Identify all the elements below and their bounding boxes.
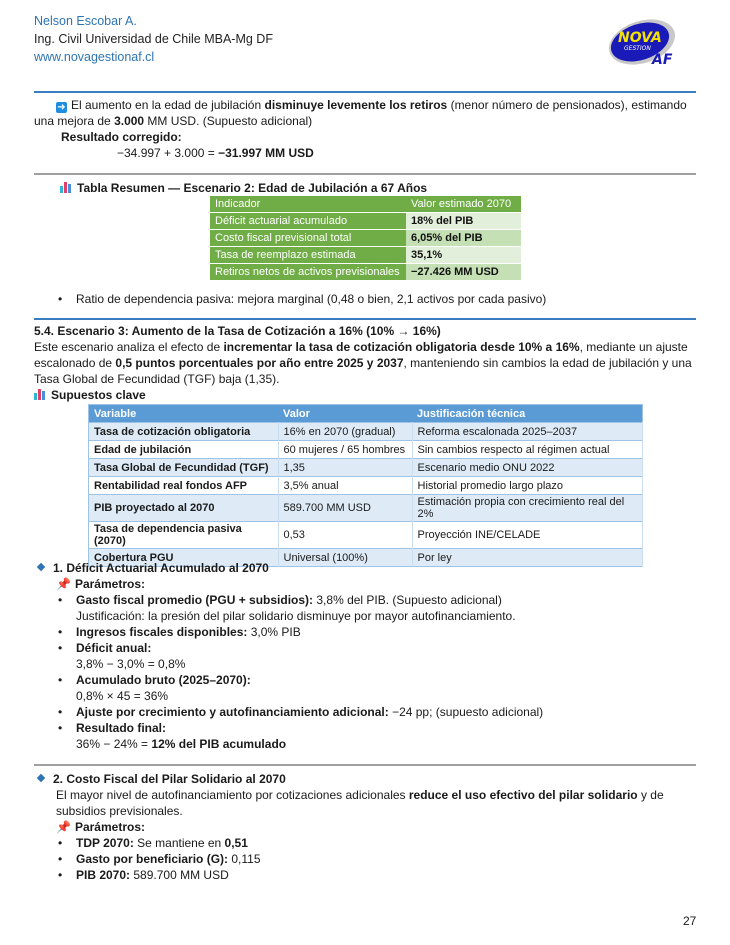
assumptions-title: Supuestos clave (51, 388, 146, 402)
list-item: • Ajuste por crecimiento y autofinanciamiento adicional: −24 pp; (supuesto adicional) (34, 704, 699, 720)
logo-text-gestion: GESTION (624, 45, 651, 52)
table-row: Tasa de dependencia pasiva (2070) 0,53 Proyección INE/CELADE (89, 522, 643, 549)
list-item: • Ingresos fiscales disponibles: 3,0% PIB (34, 624, 699, 640)
table-row: Tasa de cotización obligatoria 16% en 2070 (gradual) Reforma escalonada 2025–2037 (89, 423, 643, 441)
dependency-ratio-bullet: • Ratio de dependencia pasiva: mejora marginal (0,48 o bien, 2,1 activos por cada pasivo) (34, 291, 730, 307)
page-number: 27 (683, 914, 697, 928)
website-link[interactable]: www.novagestionaf.cl (34, 50, 155, 64)
list-item: • TDP 2070: Se mantiene en 0,51 (34, 835, 699, 851)
result-label: Resultado corregido: (61, 130, 182, 144)
list-item: • Gasto por beneficiario (G): 0,115 (34, 851, 699, 867)
logo-text-nova: NOVA (618, 30, 662, 46)
pushpin-icon: 📌 (56, 577, 71, 591)
right-arrow-icon: ➜ (57, 102, 66, 113)
author-title: Ing. Civil Universidad de Chile MBA-Mg DF (34, 32, 273, 46)
summary-title: Tabla Resumen — Escenario 2: Edad de Jubilación a 67 Años (34, 180, 725, 196)
bar-chart-icon (34, 389, 46, 400)
list-item: • Gasto fiscal promedio (PGU + subsidios): 3,8% del PIB. (Supuesto adicional) (34, 592, 699, 608)
pushpin-icon: 📌 (56, 820, 71, 834)
table-row: Rentabilidad real fondos AFP 3,5% anual Historial promedio largo plazo (89, 477, 643, 495)
diamond-bullet-icon (37, 774, 45, 782)
deficit-block: 1. Déficit Actuarial Acumulado al 2070 📌 Parámetros: • Gasto fiscal promedio (PGU + subsidios): 3,8% del PIB. (Supuesto adicional) Justificación: la presión del pilar solidario disminuye por mayor autofinanciamiento. • Ingresos fiscales disponibles: 3,0% PIB • Déficit anual: 3,8% − 3,0% = 0,8% • Acumulado bruto (2025–2070): 0,8% × 45 = 36% • Ajuste por crecimiento y autofinanciamiento adicional: −24 pp; (supuesto adicional) • Resultado final: 36% − 24% = 12% del PIB acumulado (34, 560, 699, 752)
table-row: Tasa de reemplazo estimada 35,1% (210, 247, 521, 264)
summary-table (210, 196, 521, 280)
table-row: Déficit actuarial acumulado 18% del PIB (210, 213, 521, 230)
fiscal-cost-title: 2. Costo Fiscal del Pilar Solidario al 2070 (53, 772, 286, 786)
table-row: PIB proyectado al 2070 589.700 MM USD Estimación propia con crecimiento real del 2% (89, 495, 643, 522)
section-5-4: 5.4. Escenario 3: Aumento de la Tasa de Cotización a 16% (10% → 16%) Este escenario analiza el efecto de incrementar la tasa de cotización obligatoria desde 10% a 16%, mediante un ajuste escalonado de 0,5 puntos porcentuales por año entre 2025 y 2037, manteniendo sin cambios la edad de jubilación y una Tasa Global de Fecundidad (TGF) baja (1,35). Supuestos clave (34, 324, 692, 402)
divider (34, 91, 696, 93)
list-item: • PIB 2070: 589.700 MM USD (34, 867, 699, 883)
list-item: • Déficit anual: (34, 640, 699, 656)
divider (34, 318, 696, 320)
result-value: −31.997 MM USD (218, 146, 314, 160)
fiscal-cost-block: 2. Costo Fiscal del Pilar Solidario al 2070 El mayor nivel de autofinanciamiento por cotizaciones adicionales reduce el uso efectivo del pilar solidario y de subsidios previsionales. 📌 Parámetros: • TDP 2070: Se mantiene en 0,51 • Gasto por beneficiario (G): 0,115 • PIB 2070: 589.700 MM USD (34, 771, 699, 883)
section-heading: 5.4. Escenario 3: Aumento de la Tasa de Cotización a 16% (10% → 16%) (34, 324, 441, 338)
divider (34, 764, 696, 766)
deficit-title: 1. Déficit Actuarial Acumulado al 2070 (53, 561, 269, 575)
table-row: Retiros netos de activos previsionales −27.426 MM USD (210, 264, 521, 281)
intro-block: ➜ El aumento en la edad de jubilación disminuye levemente los retiros (menor número de pensionados), estimando una mejora de 3.000 MM USD. (Supuesto adicional) Resultado corregido: −34.997 + 3.000 = −31.997 MM USD (34, 98, 687, 160)
table-row: Costo fiscal previsional total 6,05% del PIB (210, 230, 521, 247)
table-header-row: Variable Valor Justificación técnica (89, 405, 643, 423)
page-header (34, 12, 273, 66)
list-item: • Acumulado bruto (2025–2070): (34, 672, 699, 688)
diamond-bullet-icon (37, 563, 45, 571)
logo-text-af: AF (652, 52, 673, 68)
final-result: 12% del PIB acumulado (151, 737, 287, 751)
table-row: Edad de jubilación 60 mujeres / 65 hombres Sin cambios respecto al régimen actual (89, 441, 643, 459)
list-item: • Resultado final: (34, 720, 699, 736)
table-row: Cobertura PGU Universal (100%) Por ley (89, 549, 643, 567)
bar-chart-icon (60, 182, 72, 193)
divider (34, 173, 696, 175)
table-row: Tasa Global de Fecundidad (TGF) 1,35 Escenario medio ONU 2022 (89, 459, 643, 477)
author-name: Nelson Escobar A. (34, 14, 137, 28)
assumptions-table (88, 404, 643, 567)
nova-gestion-logo (606, 18, 684, 70)
table-header-row: Indicador Valor estimado 2070 (210, 196, 521, 213)
